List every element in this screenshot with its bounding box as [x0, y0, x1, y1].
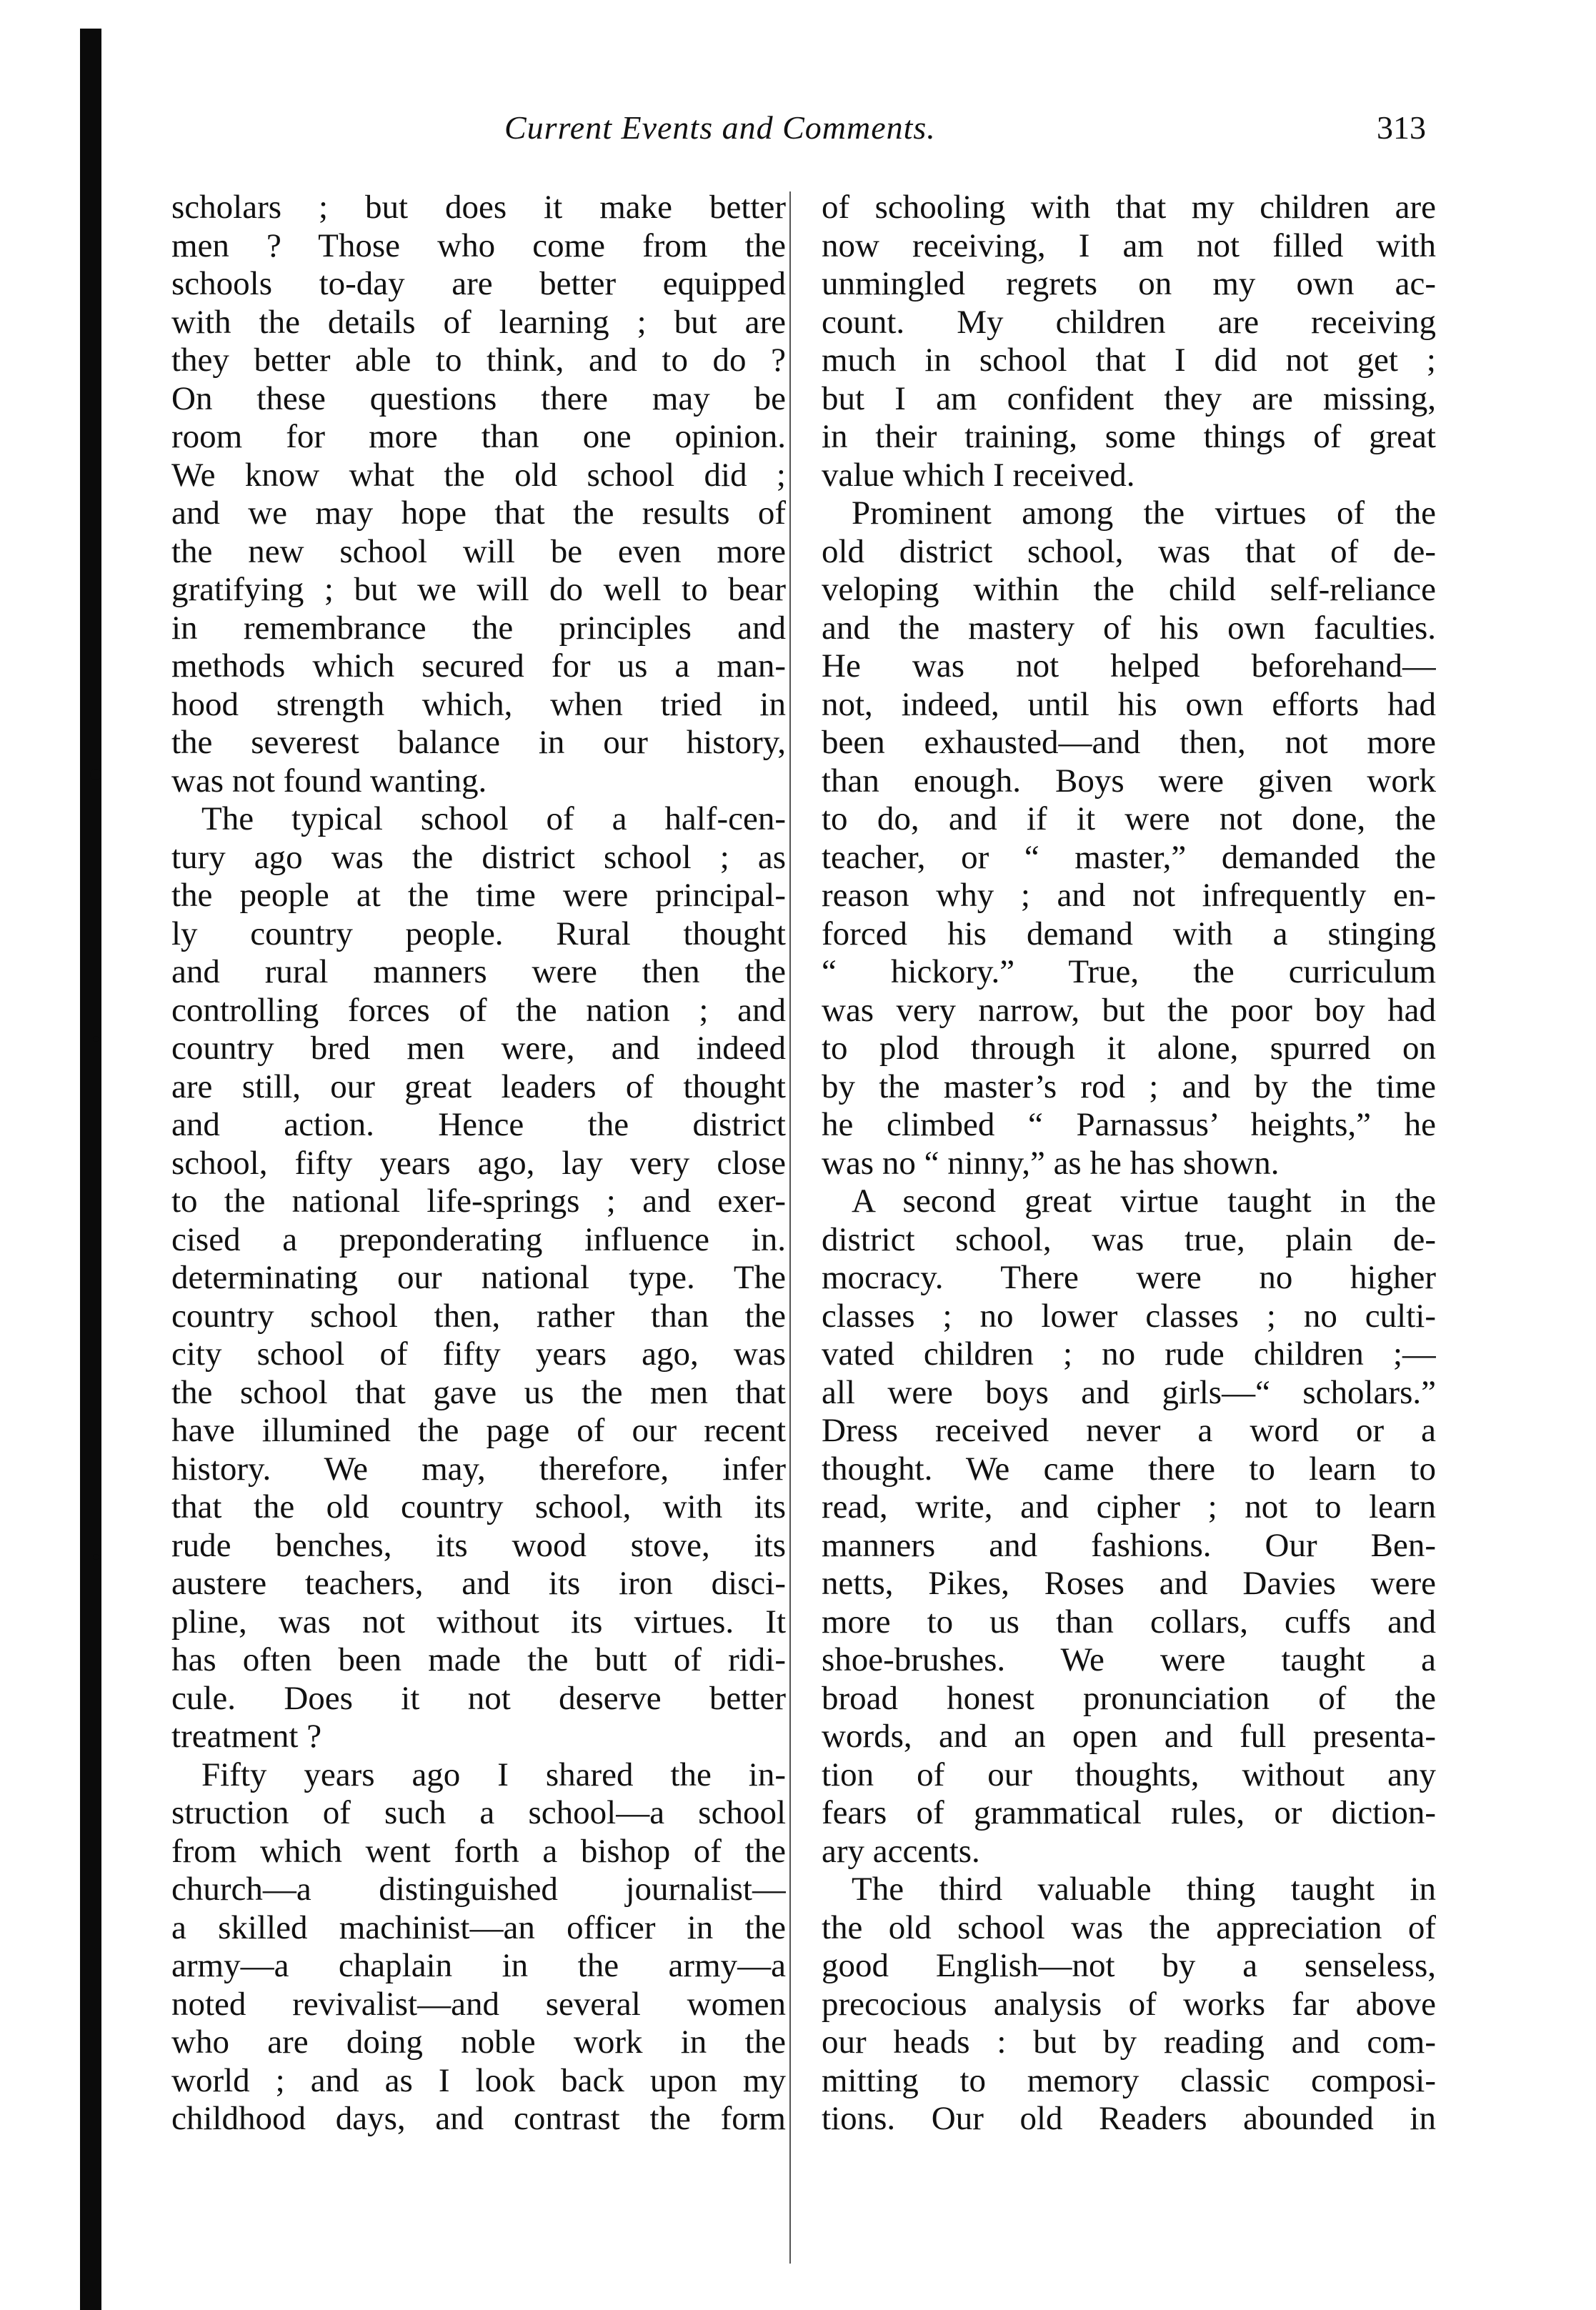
text-line: history. We may, therefore, infer: [171, 1450, 786, 1488]
text-line: On these questions there may be: [171, 379, 786, 417]
text-line: ary accents.: [822, 1832, 980, 1870]
text-line: with the details of learning ; but are: [171, 303, 786, 341]
text-line: to the national life-springs ; and exer-: [171, 1183, 786, 1220]
text-line: vated children ; no rude children ;—: [822, 1335, 1436, 1373]
text-line: value which I received.: [822, 456, 1135, 494]
text-line: and rural manners were then the: [171, 953, 786, 990]
page-binding-edge: [80, 29, 101, 2310]
text-line: ly country people. Rural thought: [171, 915, 786, 952]
page-number: 313: [1377, 109, 1426, 146]
text-line: The typical school of a half-cen-: [201, 800, 786, 837]
text-line: was not found wanting.: [171, 762, 487, 800]
text-line: reason why ; and not infrequently en-: [822, 877, 1436, 914]
text-line: by the master’s rod ; and by the time: [822, 1067, 1436, 1105]
text-line: men ? Those who come from the: [171, 226, 786, 264]
text-line: austere teachers, and its iron disci-: [171, 1565, 786, 1602]
text-line: but I am confident they are missing,: [822, 379, 1436, 417]
text-line: he climbed “ Parnassus’ heights,” he: [822, 1106, 1436, 1143]
text-line: teacher, or “ master,” demanded the: [822, 838, 1436, 876]
right-text-column: [822, 189, 1436, 2139]
text-line: our heads : but by reading and com-: [822, 2023, 1436, 2061]
text-line: Dress received never a word or a: [822, 1412, 1436, 1449]
text-line: a skilled machinist—an officer in the: [171, 1908, 786, 1946]
text-line: controlling forces of the nation ; and: [171, 991, 786, 1029]
text-line: world ; and as I look back upon my: [171, 2061, 786, 2099]
text-line: The third valuable thing taught in: [852, 1871, 1436, 1908]
text-line: was no “ ninny,” as he has shown.: [822, 1144, 1280, 1182]
text-line: school, fifty years ago, lay very close: [171, 1144, 786, 1182]
text-line: they better able to think, and to do ?: [171, 342, 786, 379]
text-line: in their training, some things of great: [822, 418, 1436, 455]
text-line: the severest balance in our history,: [171, 724, 786, 761]
text-line: cule. Does it not deserve better: [171, 1679, 786, 1717]
text-line: more to us than collars, cuffs and: [822, 1603, 1436, 1641]
text-line: cised a preponderating influence in.: [171, 1220, 786, 1258]
text-line: and action. Hence the district: [171, 1106, 786, 1143]
text-line: manners and fashions. Our Ben-: [822, 1526, 1436, 1564]
text-line: childhood days, and contrast the form: [171, 2100, 786, 2137]
text-line: of schooling with that my children are: [822, 189, 1436, 226]
column-divider: [789, 191, 791, 2264]
text-line: A second great virtue taught in the: [852, 1183, 1436, 1220]
text-line: Prominent among the virtues of the: [852, 494, 1436, 532]
text-line: the people at the time were principal-: [171, 877, 786, 914]
running-head: [169, 109, 1426, 151]
text-line: pline, was not without its virtues. It: [171, 1603, 786, 1641]
text-line: tury ago was the district school ; as: [171, 838, 786, 876]
text-line: determinating our national type. The: [171, 1259, 786, 1296]
binding-dot: [90, 769, 101, 780]
text-line: has often been made the butt of ridi-: [171, 1641, 786, 1678]
text-line: netts, Pikes, Roses and Davies were: [822, 1565, 1436, 1602]
text-line: church—a distinguished journalist—: [171, 1871, 786, 1908]
text-line: that the old country school, with its: [171, 1488, 786, 1525]
text-line: words, and an open and full presenta-: [822, 1718, 1436, 1755]
text-line: gratifying ; but we will do well to bear: [171, 571, 786, 608]
text-line: thought. We came there to learn to: [822, 1450, 1436, 1488]
text-line: shoe-brushes. We were taught a: [822, 1641, 1436, 1678]
text-line: country bred men were, and indeed: [171, 1030, 786, 1067]
text-line: to plod through it alone, spurred on: [822, 1030, 1436, 1067]
text-line: country school then, rather than the: [171, 1297, 786, 1335]
text-line: city school of fifty years ago, was: [171, 1335, 786, 1373]
text-line: to do, and if it were not done, the: [822, 800, 1436, 837]
text-line: from which went forth a bishop of the: [171, 1832, 786, 1870]
text-line: forced his demand with a stinging: [822, 915, 1436, 952]
binding-dot: [93, 1036, 99, 1042]
text-line: now receiving, I am not filled with: [822, 226, 1436, 264]
text-line: noted revivalist—and several women: [171, 1985, 786, 2023]
text-line: district school, was true, plain de-: [822, 1220, 1436, 1258]
text-line: old district school, was that of de-: [822, 532, 1436, 570]
text-line: all were boys and girls—“ scholars.”: [822, 1373, 1436, 1411]
text-line: the new school will be even more: [171, 532, 786, 570]
text-line: tions. Our old Readers abounded in: [822, 2100, 1436, 2137]
text-line: veloping within the child self-reliance: [822, 571, 1436, 608]
text-line: who are doing noble work in the: [171, 2023, 786, 2061]
text-line: been exhausted—and then, not more: [822, 724, 1436, 761]
text-line: army—a chaplain in the army—a: [171, 1947, 786, 1984]
text-line: We know what the old school did ;: [171, 456, 786, 494]
text-line: He was not helped beforehand—: [822, 647, 1436, 684]
text-line: than enough. Boys were given work: [822, 762, 1436, 800]
binding-dot: [93, 1554, 99, 1560]
text-line: mocracy. There were no higher: [822, 1259, 1436, 1296]
text-line: struction of such a school—a school: [171, 1794, 786, 1831]
text-line: the old school was the appreciation of: [822, 1908, 1436, 1946]
text-line: schools to-day are better equipped: [171, 265, 786, 302]
text-line: Fifty years ago I shared the in-: [201, 1756, 786, 1793]
text-line: methods which secured for us a man-: [171, 647, 786, 684]
text-line: mitting to memory classic composi-: [822, 2061, 1436, 2099]
text-line: are still, our great leaders of thought: [171, 1067, 786, 1105]
text-line: fears of grammatical rules, or diction-: [822, 1794, 1436, 1831]
running-head-title: Current Events and Comments.: [504, 109, 936, 146]
text-line: precocious analysis of works far above: [822, 1985, 1436, 2023]
text-line: was very narrow, but the poor boy had: [822, 991, 1436, 1029]
text-line: count. My children are receiving: [822, 303, 1436, 341]
text-line: hood strength which, when tried in: [171, 685, 786, 723]
text-line: in remembrance the principles and: [171, 609, 786, 647]
left-text-column: [171, 189, 786, 2139]
text-line: good English—not by a senseless,: [822, 1947, 1436, 1984]
text-line: classes ; no lower classes ; no culti-: [822, 1297, 1436, 1335]
text-line: room for more than one opinion.: [171, 418, 786, 455]
text-line: and we may hope that the results of: [171, 494, 786, 532]
text-line: tion of our thoughts, without any: [822, 1756, 1436, 1793]
text-line: rude benches, its wood stove, its: [171, 1526, 786, 1564]
text-line: read, write, and cipher ; not to learn: [822, 1488, 1436, 1525]
text-line: not, indeed, until his own efforts had: [822, 685, 1436, 723]
text-line: the school that gave us the men that: [171, 1373, 786, 1411]
text-line: “ hickory.” True, the curriculum: [822, 953, 1436, 990]
text-line: treatment ?: [171, 1718, 322, 1755]
text-line: and the mastery of his own faculties.: [822, 609, 1436, 647]
text-line: scholars ; but does it make better: [171, 189, 786, 226]
text-line: much in school that I did not get ;: [822, 342, 1436, 379]
text-line: have illumined the page of our recent: [171, 1412, 786, 1449]
text-line: broad honest pronunciation of the: [822, 1679, 1436, 1717]
text-line: unmingled regrets on my own ac-: [822, 265, 1436, 302]
